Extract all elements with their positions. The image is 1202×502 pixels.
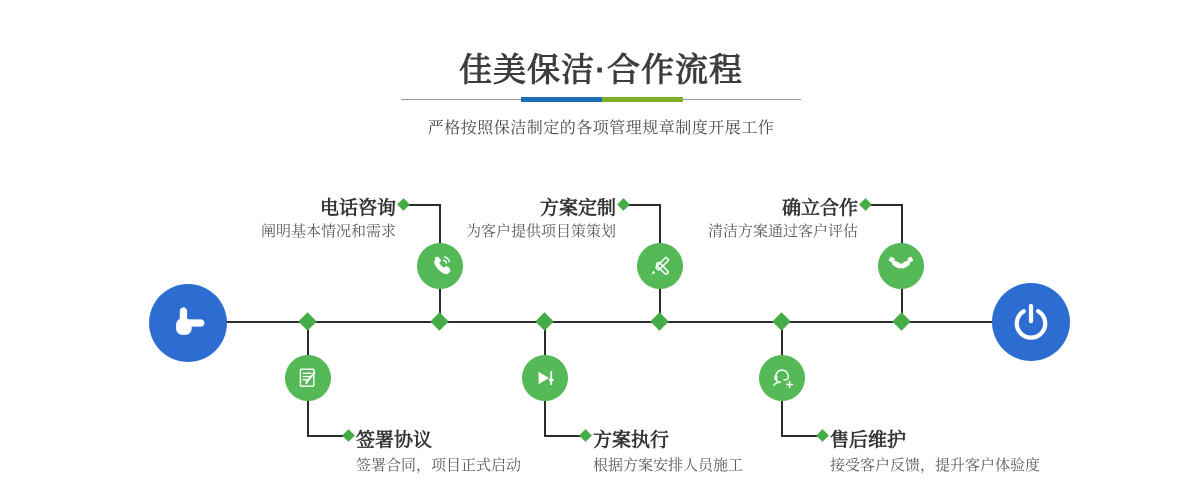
timeline-node-diamond [892, 312, 910, 330]
connector-line [782, 435, 818, 437]
signed-document-icon [294, 364, 322, 392]
customer-service-headset-icon [768, 364, 796, 392]
timeline-node-diamond [430, 312, 448, 330]
title-divider [401, 97, 801, 103]
label-bullet-diamond [397, 198, 410, 211]
step-description: 接受客户反馈，提升客户体验度 [830, 457, 1041, 474]
step-title: 售后维护 [830, 430, 907, 451]
label-bullet-diamond [859, 198, 872, 211]
label-bullet-diamond [617, 198, 630, 211]
divider-green-segment [602, 97, 683, 102]
label-bullet-diamond [816, 429, 829, 442]
divider-blue-segment [521, 97, 602, 102]
step-circle-plan-design [637, 243, 683, 289]
step-circle-after-sales [759, 355, 805, 401]
label-bullet-diamond [579, 429, 592, 442]
timeline-start-circle [149, 284, 227, 362]
handshake-icon [887, 252, 915, 280]
step-title: 确立合作 [781, 198, 858, 219]
step-title: 方案定制 [539, 198, 616, 219]
connector-line [545, 435, 581, 437]
step-circle-phone [417, 243, 463, 289]
label-bullet-diamond [342, 429, 355, 442]
step-description: 清洁方案通过客户评估 [707, 223, 858, 240]
power-icon [1009, 300, 1053, 344]
step-description: 阐明基本情况和需求 [260, 223, 396, 240]
step-description: 签署合同，项目正式启动 [356, 457, 522, 474]
phone-icon [426, 252, 454, 280]
timeline-node-diamond [650, 312, 668, 330]
page-subtitle: 严格按照保洁制定的各项管理规章制度开展工作 [427, 120, 775, 137]
timeline-node-diamond [298, 312, 316, 330]
step-circle-sign-document [285, 355, 331, 401]
step-circle-execute [522, 355, 568, 401]
page-title: 佳美保洁·合作流程 [459, 51, 743, 88]
step-title: 方案执行 [593, 430, 670, 451]
timeline-node-diamond [772, 312, 790, 330]
step-description: 根据方案安排人员施工 [593, 457, 744, 474]
timeline-node-diamond [535, 312, 553, 330]
pencil-tool-icon [646, 252, 674, 280]
play-execute-icon [531, 364, 559, 392]
step-title: 签署协议 [356, 430, 433, 451]
step-description: 为客户提供项目策策划 [465, 223, 616, 240]
step-circle-handshake [878, 243, 924, 289]
pointing-hand-icon [166, 301, 210, 345]
step-title: 电话咨询 [319, 198, 396, 219]
connector-line [308, 435, 344, 437]
timeline-end-circle [992, 283, 1070, 361]
